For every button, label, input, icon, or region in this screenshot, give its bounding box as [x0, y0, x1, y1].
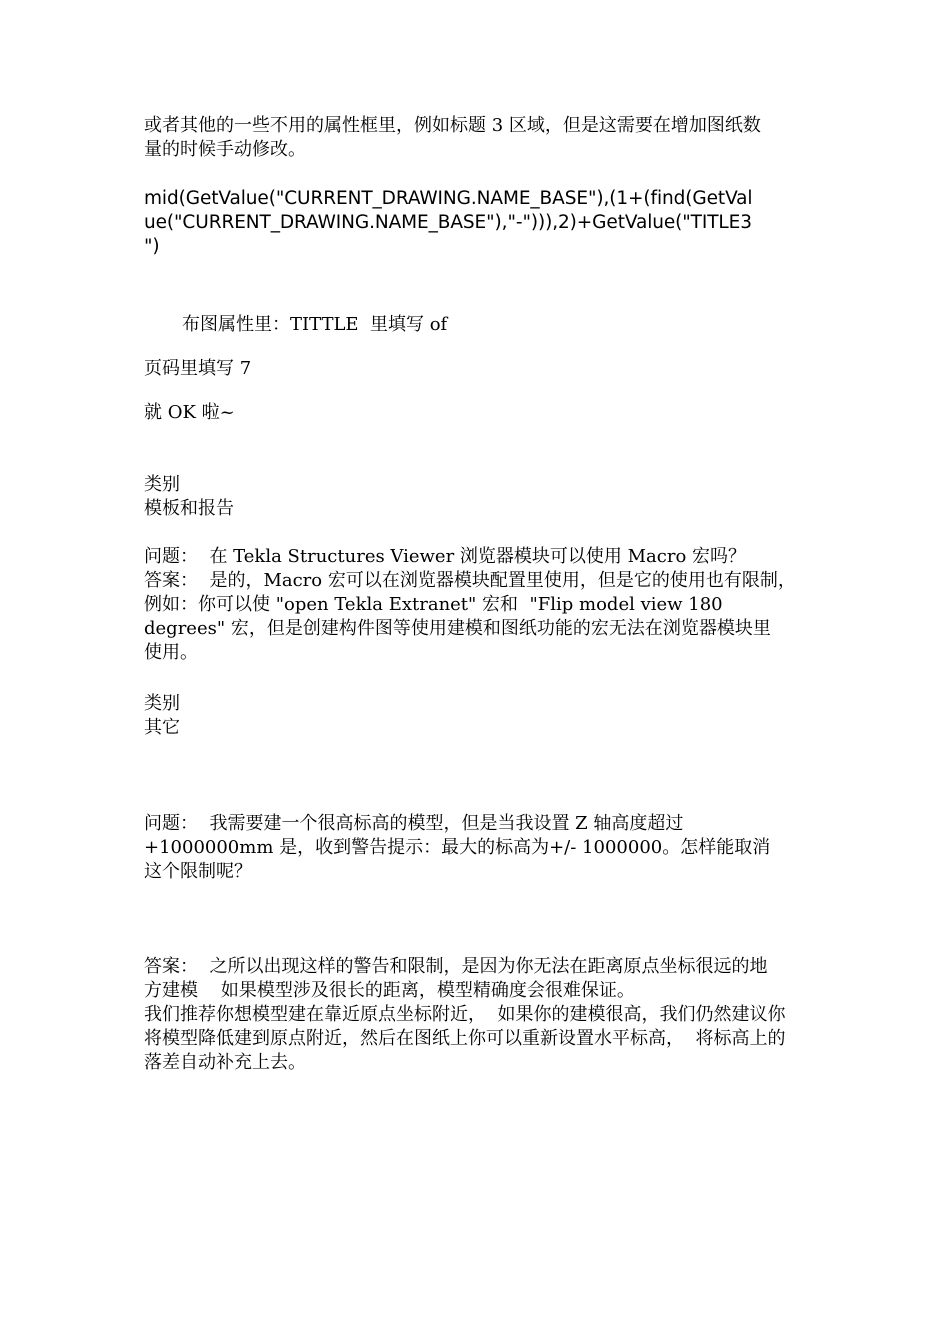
answer-line: degrees" 宏，但是创建构件图等使用建模和图纸功能的宏无法在浏览器模块里 [144, 618, 771, 639]
question-line: 这个限制呢？ [144, 861, 252, 882]
formula-line: ") [144, 236, 160, 257]
layout-property-text: 布图属性里：TITTLE 里填写 of [182, 314, 448, 335]
formula-expression [144, 187, 812, 259]
question-line: 问题： 我需要建一个很高标高的模型，但是当我设置 Z 轴高度超过 [144, 813, 684, 834]
category-label: 类别 [144, 474, 180, 495]
page-number-note [144, 357, 812, 381]
answer-line: 将模型降低建到原点附近，然后在图纸上你可以重新设置水平标高， 将标高上的 [144, 1028, 786, 1049]
layout-property-note [182, 313, 850, 337]
category-value: 模板和报告 [144, 498, 234, 519]
qa-block-1 [144, 545, 812, 665]
answer-line: 答案： 是的，Macro 宏可以在浏览器模块配置里使用，但是它的使用也有限制， [144, 570, 796, 591]
text-line: 量的时候手动修改。 [144, 139, 306, 160]
done-note [144, 401, 812, 425]
category-block-2 [144, 692, 812, 740]
answer-line: 例如：你可以使 "open Tekla Extranet" 宏和 "Flip model view 180 [144, 594, 723, 615]
question-text: 问题： 在 Tekla Structures Viewer 浏览器模块可以使用 Macro 宏吗？ [144, 546, 747, 567]
category-label: 类别 [144, 693, 180, 714]
intro-paragraph [144, 114, 812, 162]
category-block-1 [144, 473, 812, 521]
question-line: +1000000mm 是，收到警告提示：最大的标高为+/- 1000000。怎样能取消 [144, 837, 771, 858]
answer-line: 方建模 如果模型涉及很长的距离，模型精确度会很难保证。 [144, 980, 635, 1001]
formula-line: mid(GetValue("CURRENT_DRAWING.NAME_BASE"),(1+(find(GetVal [144, 188, 753, 209]
answer-line: 落差自动补充上去。 [144, 1052, 306, 1073]
formula-line: ue("CURRENT_DRAWING.NAME_BASE"),"-"))),2)+GetValue("TITLE3 [144, 212, 752, 233]
answer-line: 使用。 [144, 642, 198, 663]
done-text: 就 OK 啦~ [144, 402, 235, 423]
answer-line: 我们推荐你想模型建在靠近原点坐标附近， 如果你的建模很高，我们仍然建议你 [144, 1004, 786, 1025]
text-line: 或者其他的一些不用的属性框里，例如标题 3 区域，但是这需要在增加图纸数 [144, 115, 761, 136]
category-value: 其它 [144, 717, 180, 738]
page-number-text: 页码里填写 7 [144, 358, 252, 379]
answer-block-2 [144, 955, 812, 1075]
question-block-2 [144, 812, 812, 884]
answer-line: 答案： 之所以出现这样的警告和限制，是因为你无法在距离原点坐标很远的地 [144, 956, 768, 977]
